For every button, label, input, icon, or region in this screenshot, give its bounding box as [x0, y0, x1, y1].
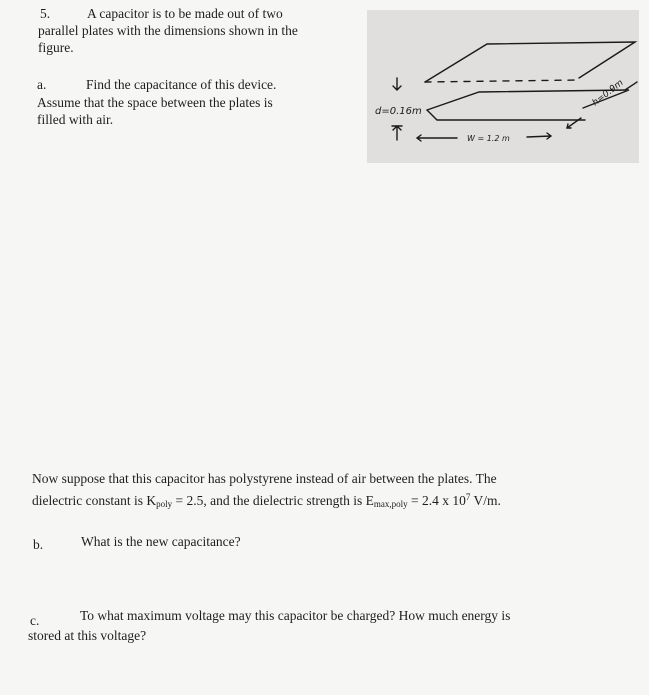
h-label: h=0.9m [590, 78, 626, 109]
part-b-text: What is the new capacitance? [81, 534, 241, 549]
parallel-plates-diagram [367, 10, 639, 163]
w-label: W = 1.2 m [467, 134, 510, 143]
part-c-line1: To what maximum voltage may this capacitor be charged? How much energy is [80, 608, 511, 623]
top-plate-back [425, 42, 635, 82]
dielectric-line2 [32, 489, 501, 513]
part-b-label: b. [33, 537, 44, 552]
problem-intro-line2: parallel plates with the dimensions shown in the [38, 23, 298, 38]
d-arrow-bottom [392, 126, 402, 140]
bottom-plate-front [427, 110, 585, 120]
dielectric-line2-c: = 2.4 x 10 [407, 493, 466, 508]
part-a-label: a. [37, 77, 47, 92]
part-c-line2: stored at this voltage? [28, 628, 147, 643]
d-arrow-top [393, 78, 401, 90]
problem-intro-line1: A capacitor is to be made out of two [87, 6, 283, 21]
e-subscript: max,poly [373, 499, 408, 509]
dielectric-line1: Now suppose that this capacitor has polystyrene instead of air between the plates. The [32, 471, 497, 486]
part-a-line3: filled with air. [37, 112, 114, 127]
d-label: d=0.16m [375, 106, 422, 117]
k-subscript: poly [156, 499, 173, 509]
h-arrow-top [625, 82, 637, 90]
dielectric-line2-a: dielectric constant is K [32, 493, 157, 508]
dielectric-line2-b: = 2.5, and the dielectric strength is E [172, 493, 374, 508]
problem-number: 5. [40, 6, 51, 21]
e-superscript: 7 [465, 492, 471, 502]
problem-intro-line3: figure. [38, 40, 74, 55]
w-arrow-left [417, 135, 457, 141]
part-a-line2: Assume that the space between the plates is [37, 95, 273, 110]
part-c-label: c. [30, 613, 40, 628]
top-plate-front-dashed [425, 80, 579, 82]
dielectric-line2-d: V/m. [470, 493, 501, 508]
capacitor-figure [367, 10, 639, 163]
part-a-line1: Find the capacitance of this device. [86, 77, 277, 92]
w-arrow-right [527, 133, 551, 139]
